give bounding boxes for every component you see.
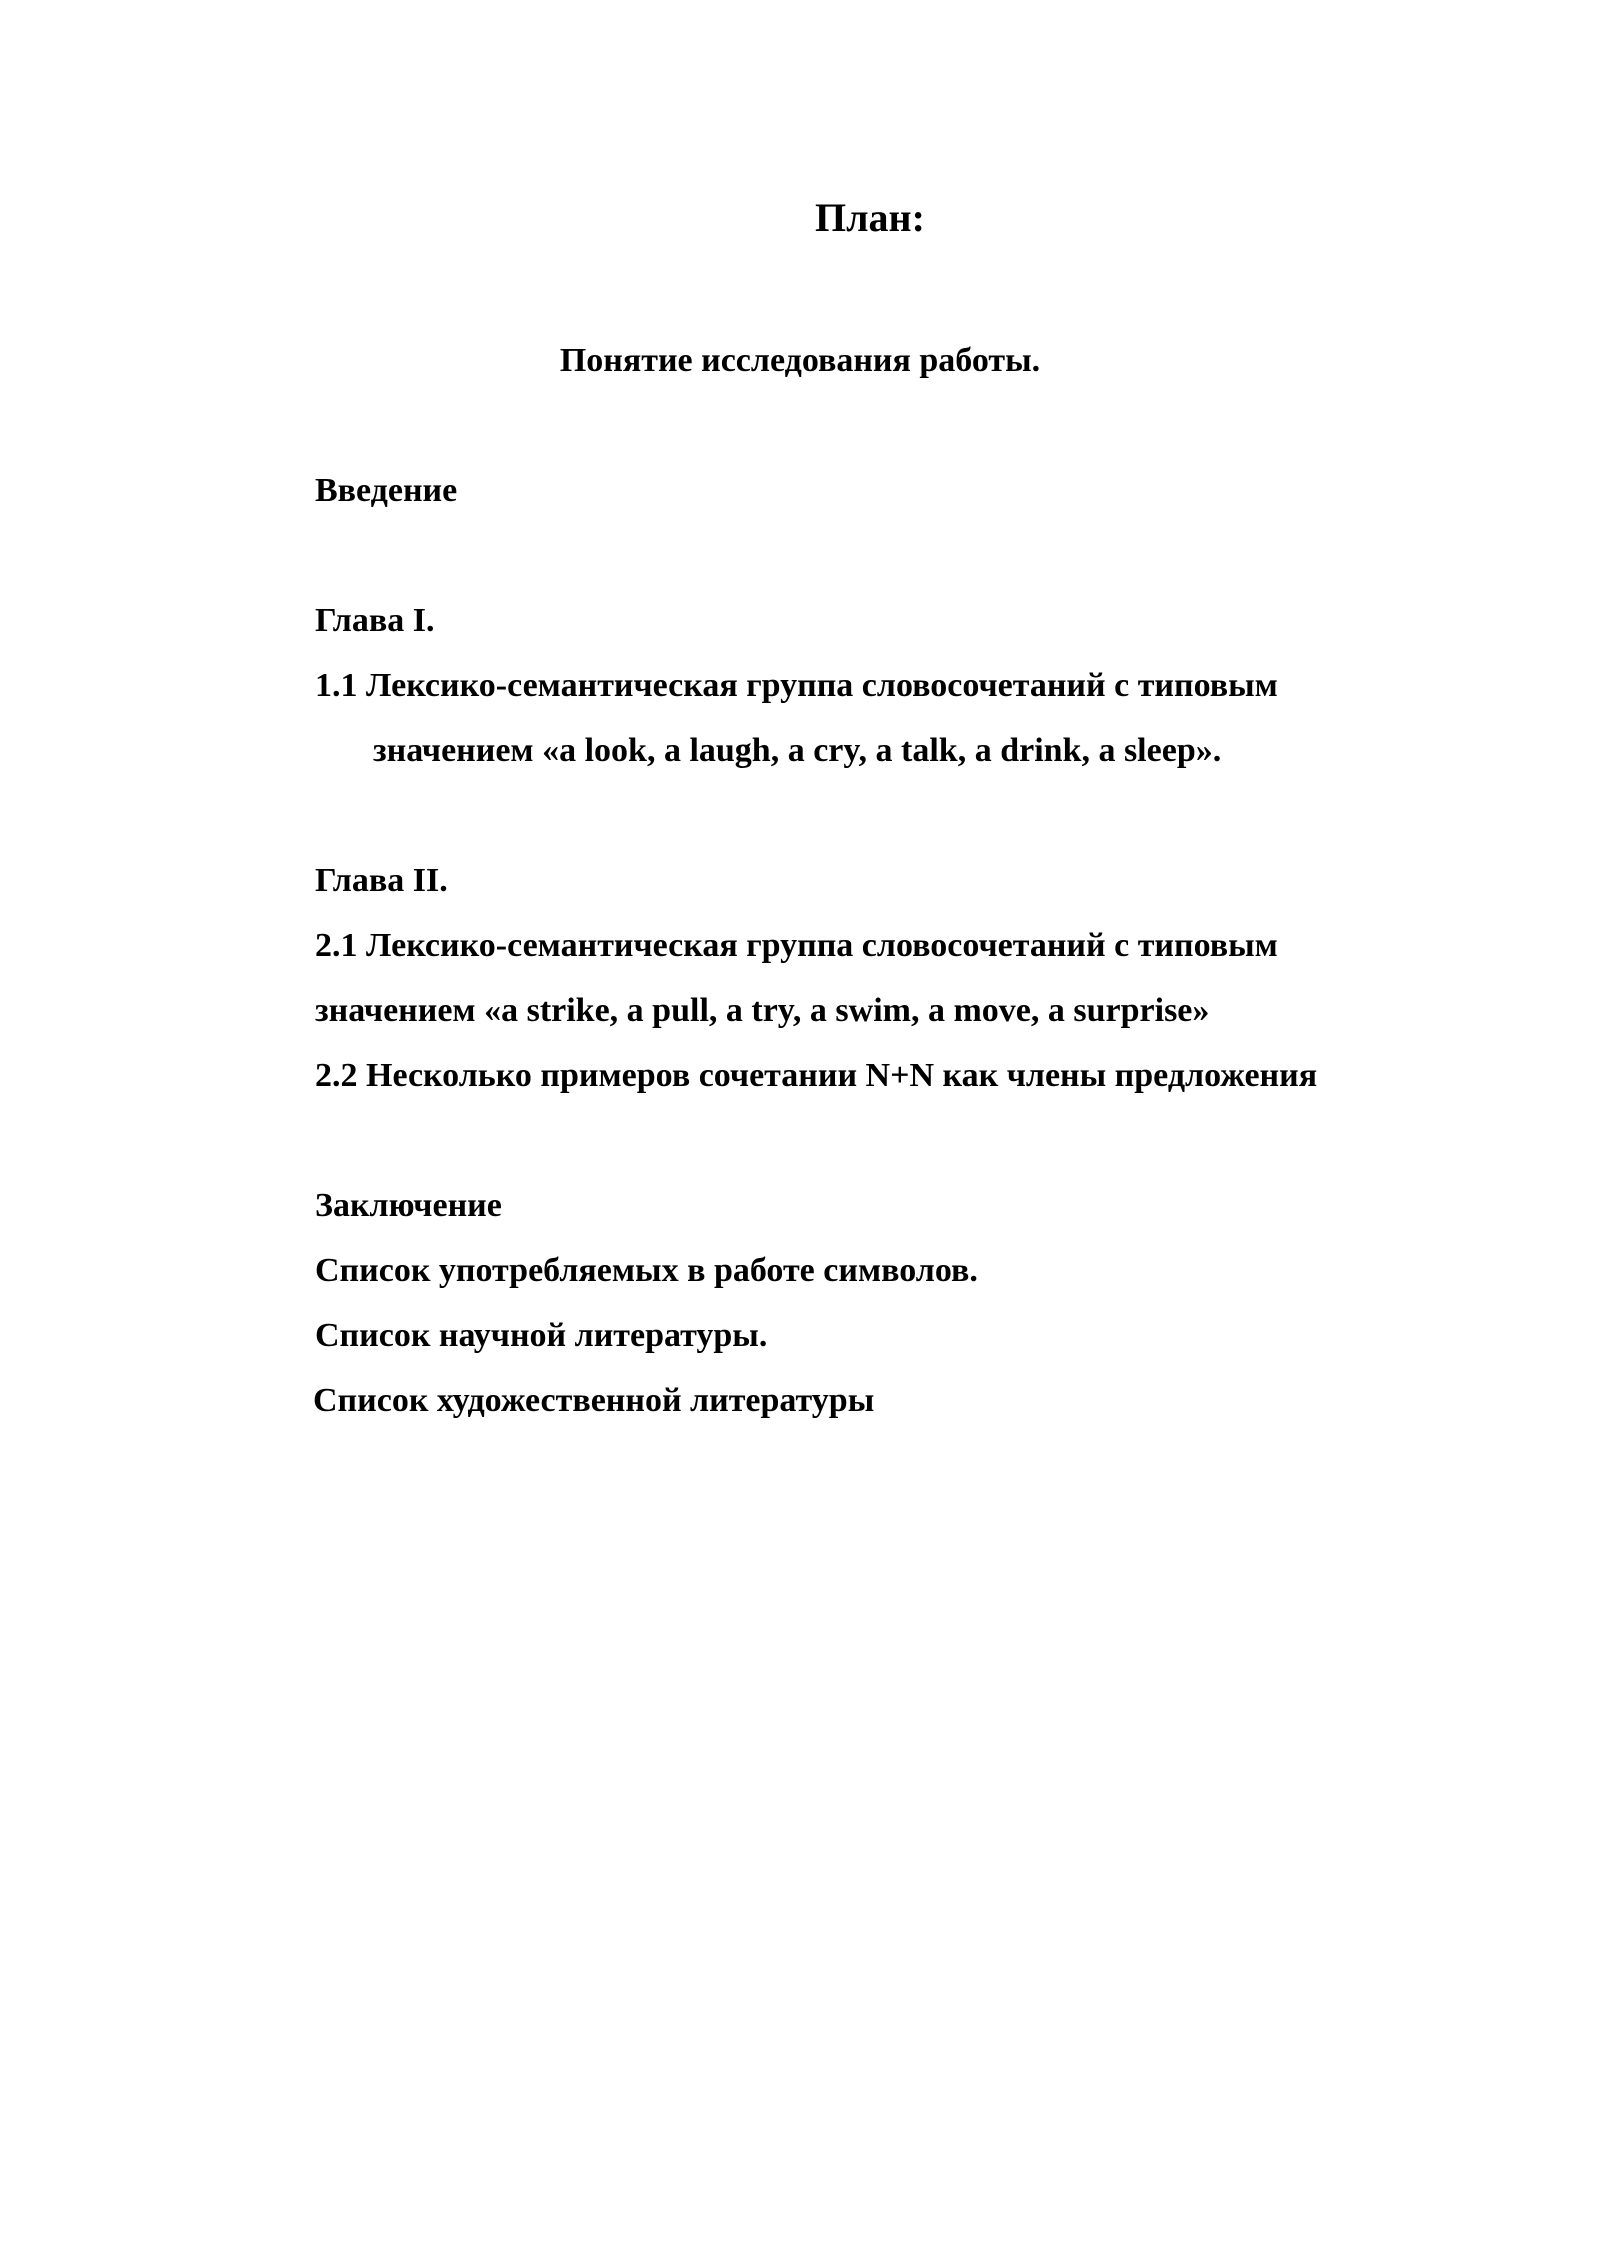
section-scientific-literature: Список научной литературы. [315, 1317, 768, 1354]
section-introduction: Введение [315, 472, 458, 509]
page-title: План: [815, 195, 925, 240]
section-conclusion: Заключение [315, 1187, 502, 1224]
chapter-1-item-1-1-continuation: значением «a look, a laugh, a cry, a talk, a drink, a sleep». [373, 732, 1222, 769]
section-symbols-list: Список употребляемых в работе символов. [315, 1252, 978, 1289]
chapter-2-item-2-2: 2.2 Несколько примеров сочетании N+N как члены предложения [315, 1057, 1318, 1094]
chapter-2-item-2-1-continuation: значением «a strike, a pull, a try, a swim, a move, a surprise» [315, 992, 1210, 1029]
chapter-2-item-2-1: 2.1 Лексико-семантическая группа словосочетаний с типовым [315, 927, 1278, 964]
chapter-1-item-1-1: 1.1 Лексико-семантическая группа словосочетаний с типовым [315, 667, 1278, 704]
page-subtitle: Понятие исследования работы. [559, 342, 1041, 379]
chapter-1-heading: Глава I. [315, 602, 435, 639]
chapter-2-heading: Глава II. [315, 862, 448, 899]
section-fiction-literature: Список художественной литературы [313, 1382, 875, 1419]
